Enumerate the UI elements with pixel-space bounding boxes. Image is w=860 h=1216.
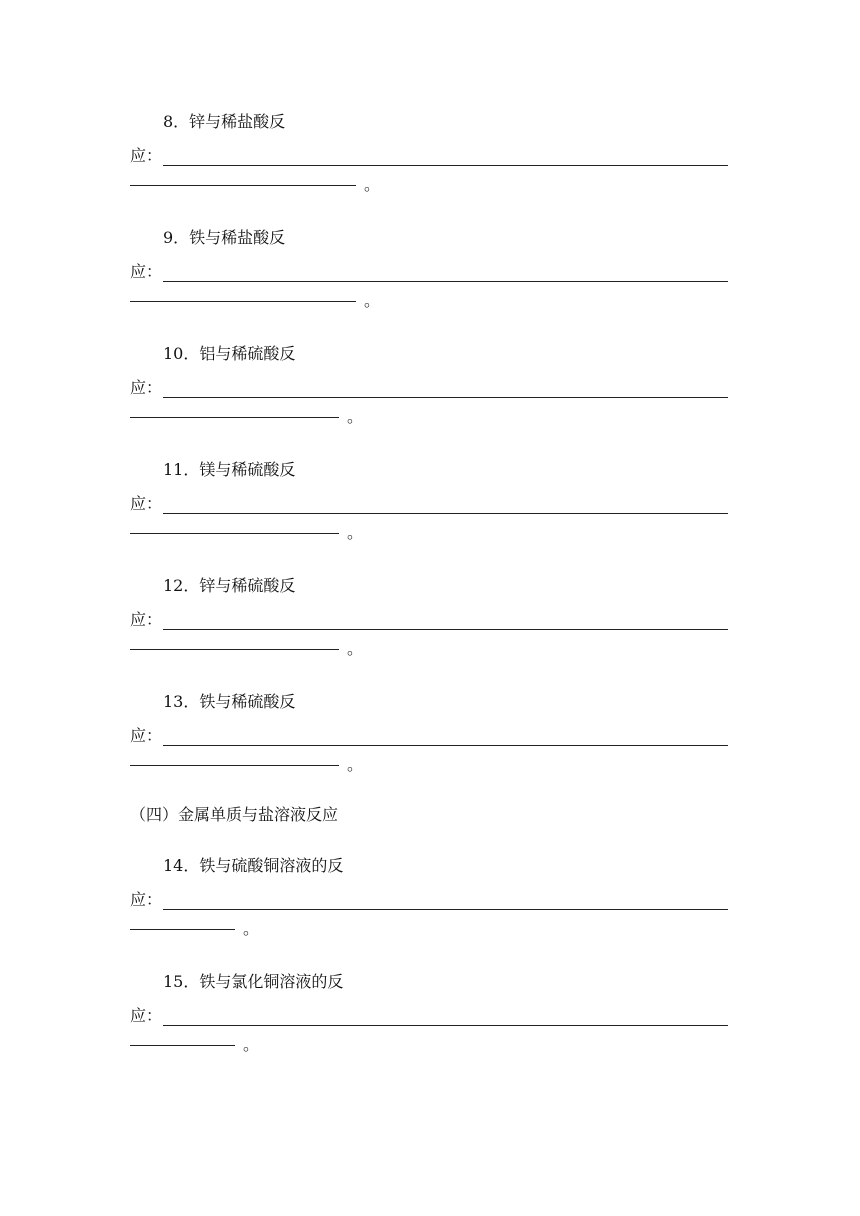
answer-blank-long[interactable] [163, 165, 728, 166]
question-title: 15．铁与氯化铜溶液的反 [163, 972, 344, 991]
answer-blank-long[interactable] [163, 513, 728, 514]
answer-prefix: 应： [130, 494, 163, 513]
question-title: 10．铝与稀硫酸反 [163, 344, 296, 363]
answer-blank-long[interactable] [163, 629, 728, 630]
answer-prefix: 应： [130, 726, 163, 745]
question-title: 8．锌与稀盐酸反 [163, 112, 286, 131]
answer-line-1 [130, 610, 730, 632]
period-mark: 。 [347, 523, 364, 542]
answer-line-1 [130, 262, 730, 284]
question-13 [130, 692, 730, 792]
question-title: 14．铁与硫酸铜溶液的反 [163, 856, 344, 875]
question-12 [130, 576, 730, 676]
answer-blank-short[interactable] [130, 290, 356, 302]
answer-blank-long[interactable] [163, 745, 728, 746]
period-mark: 。 [347, 639, 364, 658]
answer-line-2 [130, 918, 730, 942]
answer-blank-long[interactable] [163, 281, 728, 282]
answer-prefix: 应： [130, 1006, 163, 1025]
answer-blank-short[interactable] [130, 406, 339, 418]
question-15 [130, 972, 730, 1072]
question-8 [130, 112, 730, 212]
answer-line-1 [130, 494, 730, 516]
question-title: 13．铁与稀硫酸反 [163, 692, 296, 711]
answer-line-1 [130, 1006, 730, 1028]
answer-blank-short[interactable] [130, 918, 235, 930]
answer-line-2 [130, 522, 730, 546]
answer-blank-long[interactable] [163, 909, 728, 910]
period-mark: 。 [347, 407, 364, 426]
answer-prefix: 应： [130, 610, 163, 629]
period-mark: 。 [347, 755, 364, 774]
answer-line-2 [130, 174, 730, 198]
question-title: 11．镁与稀硫酸反 [163, 460, 296, 479]
answer-blank-short[interactable] [130, 1034, 235, 1046]
answer-blank-long[interactable] [163, 1025, 728, 1026]
question-9 [130, 228, 730, 328]
answer-prefix: 应： [130, 262, 163, 281]
answer-line-2 [130, 406, 730, 430]
answer-blank-short[interactable] [130, 638, 339, 650]
period-mark: 。 [364, 175, 381, 194]
section-heading: （四）金属单质与盐溶液反应 [130, 805, 339, 824]
answer-blank-short[interactable] [130, 174, 356, 186]
answer-prefix: 应： [130, 890, 163, 909]
answer-prefix: 应： [130, 378, 163, 397]
question-title: 9．铁与稀盐酸反 [163, 228, 286, 247]
answer-line-1 [130, 726, 730, 748]
answer-blank-short[interactable] [130, 522, 339, 534]
question-14 [130, 856, 730, 956]
answer-line-1 [130, 890, 730, 912]
answer-blank-short[interactable] [130, 754, 339, 766]
answer-line-2 [130, 638, 730, 662]
answer-line-1 [130, 378, 730, 400]
answer-line-2 [130, 754, 730, 778]
answer-line-1 [130, 146, 730, 168]
period-mark: 。 [364, 291, 381, 310]
answer-line-2 [130, 1034, 730, 1058]
answer-prefix: 应： [130, 146, 163, 165]
period-mark: 。 [243, 1035, 260, 1054]
question-title: 12．锌与稀硫酸反 [163, 576, 296, 595]
answer-line-2 [130, 290, 730, 314]
question-11 [130, 460, 730, 560]
period-mark: 。 [243, 919, 260, 938]
answer-blank-long[interactable] [163, 397, 728, 398]
question-10 [130, 344, 730, 444]
